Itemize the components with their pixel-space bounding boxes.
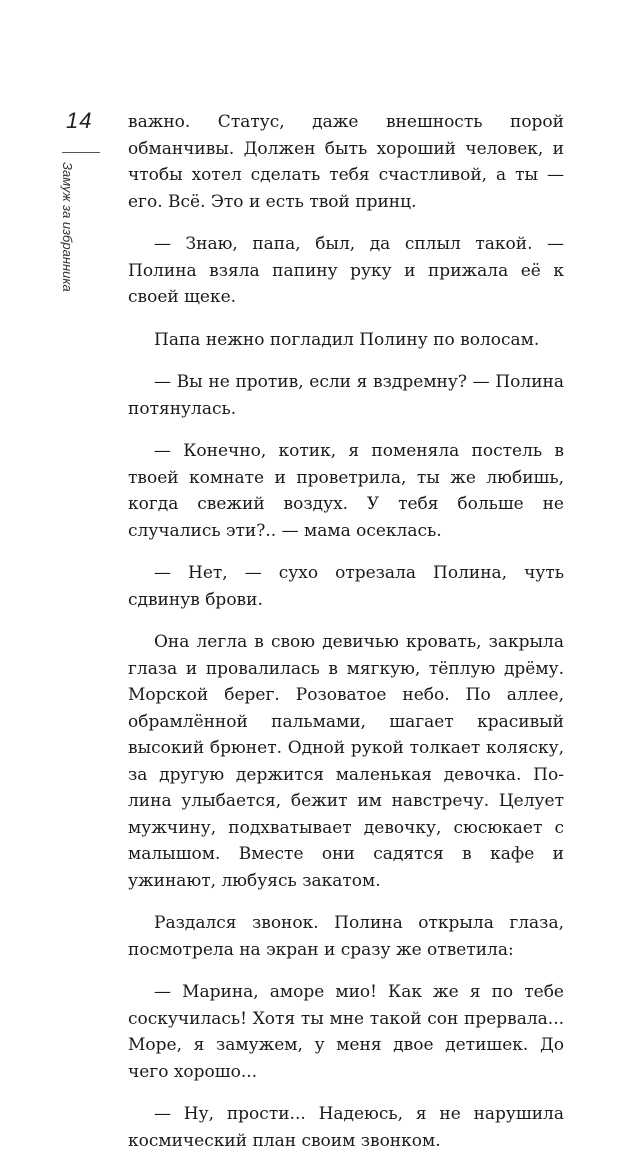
- paragraph: — Знаю, папа, был, да сплыл такой. — Полина взяла папину руку и прижала её к своей щеке.: [128, 234, 564, 307]
- running-title: Замуж за избранника: [60, 162, 75, 292]
- page-number: 14: [66, 108, 93, 133]
- paragraph: Раздался звонок. Полина открыла глаза, посмотрела на экран и сразу же ответила:: [128, 913, 564, 960]
- margin-rule: [62, 152, 100, 153]
- paragraph: — Нет, — сухо отрезала Полина, чуть сдвинув брови.: [128, 563, 564, 610]
- paragraph: Она легла в свою девичью кровать, закрыла глаза и провалилась в мягкую, тёплую дрёму. Морской берег. Розоватое небо. По аллее, обрамлённой пальмами, шагает красивый высокий брюнет. Одной рукой толкает коляску, за другую держится маленькая девочка. Полина улыбается, бежит им навстречу. Целует мужчину, подхватывает девочку, сюсюкает с малышом. Вместе они садятся в кафе и ужинают, любуясь закатом.: [128, 632, 564, 891]
- paragraph: Папа нежно погладил Полину по волосам.: [154, 329, 540, 350]
- body-text: [128, 109, 564, 1170]
- paragraph: — Марина, аморе мио! Как же я по тебе соскучилась! Хотя ты мне такой сон прервала... Море, я замужем, у меня двое детишек. До чего хорошо...: [128, 982, 564, 1082]
- paragraph: — Ну, прости... Надеюсь, я не нарушила космический план своим звонком.: [128, 1104, 564, 1151]
- paragraph: — Вы не против, если я вздремну? — Полина потянулась.: [128, 372, 564, 419]
- paragraph: — Конечно, котик, я поменяла постель в твоей комнате и проветрила, ты же любишь, когда свежий воздух. У тебя больше не случались эти?.. — мама осеклась.: [128, 441, 564, 541]
- paragraph: важно. Статус, даже внешность порой обманчивы. Должен быть хороший человек, и чтобы хотел сделать тебя счастливой, а ты — его. Всё. Это и есть твой принц.: [128, 112, 564, 212]
